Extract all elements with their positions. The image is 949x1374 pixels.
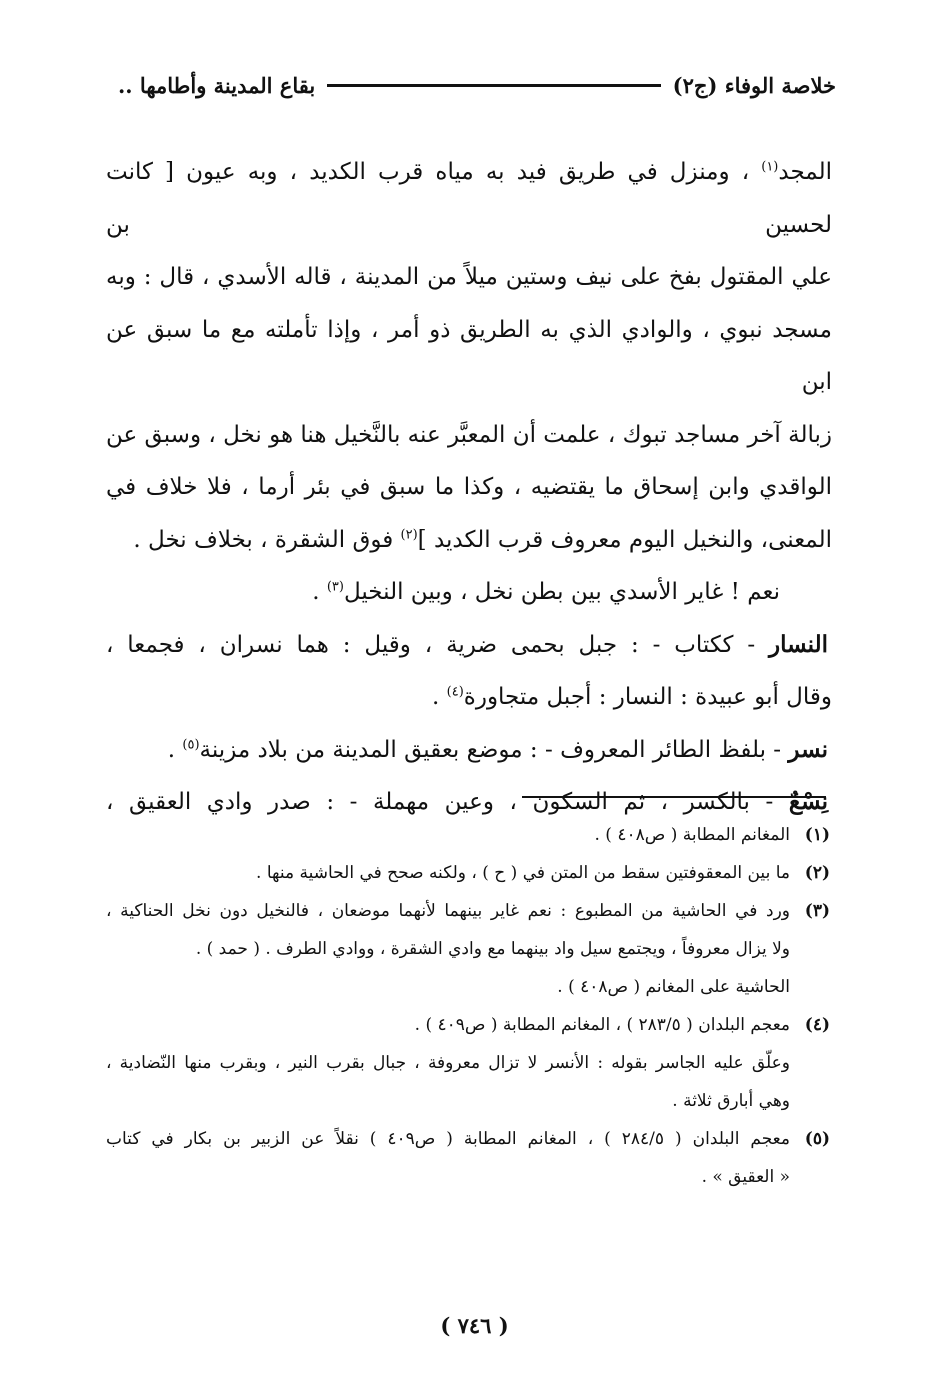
footnote-ref: (٥) xyxy=(182,736,200,752)
footnote-number: (١) xyxy=(804,825,830,845)
footnote-ref: (١) xyxy=(761,159,779,175)
footnote-line: معجم البلدان ( ٢٨٣/٥ ) ، المغانم المطابة ( ص٤٠٩ ) . xyxy=(414,1015,790,1035)
entry-heading-line: نسر - بلفظ الطائر المعروف - : موضع بعقيق المدينة من بلاد مزينة$^{(٥)}$ . xyxy=(167,735,828,763)
footnote-ref: (٢) xyxy=(400,526,418,542)
paragraph-line: نعم ! غاير الأسدي بين بطن نخل ، وبين النخيل$^{(٣)}$ . xyxy=(312,579,780,605)
entry-heading-line: النسار - ككتاب - : جبل بحمى ضرية ، وقيل : هما نسران ، فجمعا ، xyxy=(106,630,828,658)
paragraph-line: زبالة آخر مساجد تبوك ، علمت أن المعبَّر عنه بالنَّخيل هنا هو نخل ، وسبق عن xyxy=(106,421,832,448)
main-text xyxy=(106,146,832,829)
footnote-number: (٢) xyxy=(804,863,830,883)
paragraph-line: المعنى، والنخيل اليوم معروف قرب الكديد ]$^{(٢)}$ فوق الشقرة ، بخلاف نخل . xyxy=(133,526,832,553)
entry-heading-line: نِسْعٌ - بالكسر ، ثم السكون ، وعين مهملة - : صدر وادي العقيق ، xyxy=(106,788,828,815)
footnote-line: معجم البلدان ( ٢٨٤/٥ ) ، المغانم المطابة ( ص٤٠٩ ) نقلاً عن الزبير بن بكار في كتاب xyxy=(106,1129,790,1149)
footnote-separator xyxy=(522,796,826,798)
footnote-line: الحاشية على المغانم ( ص٤٠٨ ) . xyxy=(557,977,790,997)
footnote-ref: (٣) xyxy=(326,579,344,595)
paragraph-line: المجد$^{(١)}$ ، ومنزل في طريق فيد به مياه قرب الكديد ، وبه عيون [ كانت لحسين بن xyxy=(106,159,832,238)
footnote-line: ما بين المعقوفتين سقط من المتن في ( ح ) ، ولكنه صحح في الحاشية منها . xyxy=(256,863,790,883)
footnote-number: (٣) xyxy=(804,901,830,921)
page-number: ( ٧٤٦ ) xyxy=(440,1313,509,1338)
book-title: خلاصة الوفاء (ج٢) xyxy=(672,72,836,98)
footnote-continuation xyxy=(106,1044,830,1120)
entry-term: نسر xyxy=(788,735,828,763)
footnote-line: « العقيق » . xyxy=(701,1167,790,1187)
entry-term: نِسْعٌ xyxy=(788,788,828,815)
footnotes xyxy=(106,816,830,1196)
section-title: بقاع المدينة وأطامها .. xyxy=(118,72,316,98)
footnote-line: ورد في الحاشية من المطبوع : نعم غاير بينهما لأنهما موضعان ، فالنخيل دون نخل الحناكية ، xyxy=(106,901,790,921)
paragraph-line: وقال أبو عبيدة : النسار : أجبل متجاورة$^{(٤)}$ . xyxy=(432,684,832,710)
header-rule xyxy=(327,84,660,87)
footnote xyxy=(106,854,830,892)
footnote-number: (٥) xyxy=(804,1129,830,1149)
running-header xyxy=(118,68,836,102)
paragraph-line: علي المقتول بفخ على نيف وستين ميلاً من المدينة ، قاله الأسدي ، قال : وبه xyxy=(106,264,832,290)
entry-term: النسار xyxy=(769,630,828,658)
footnote xyxy=(106,1006,830,1044)
footnote xyxy=(106,892,830,1006)
footnote-line: ولا يزال معروفاً ، ويجتمع سيل واد بينهما مع وادي الشقرة ، ووادي الطرف . ( حمد ) . xyxy=(195,939,790,959)
footnote-line: وعلّق عليه الجاسر بقوله : الأنسر لا تزال معروفة ، جبال بقرب النير ، وبقرب منها النّضادية ، xyxy=(106,1053,790,1073)
paragraph-line: مسجد نبوي ، والوادي الذي به الطريق ذو أمر ، وإذا تأملته مع ما سبق عن ابن xyxy=(106,316,832,395)
paragraph-line: الواقدي وابن إسحاق ما يقتضيه ، وكذا ما سبق في بئر أرما ، فلا خلاف في xyxy=(106,474,832,500)
footnote xyxy=(106,1120,830,1196)
footnote-ref: (٤) xyxy=(446,684,464,700)
footnote xyxy=(106,816,830,854)
footnote-line: المغانم المطابة ( ص٤٠٨ ) . xyxy=(594,825,790,845)
footnote-line: وهي أبارق ثلاثة . xyxy=(672,1091,790,1111)
footnote-number: (٤) xyxy=(804,1015,830,1035)
